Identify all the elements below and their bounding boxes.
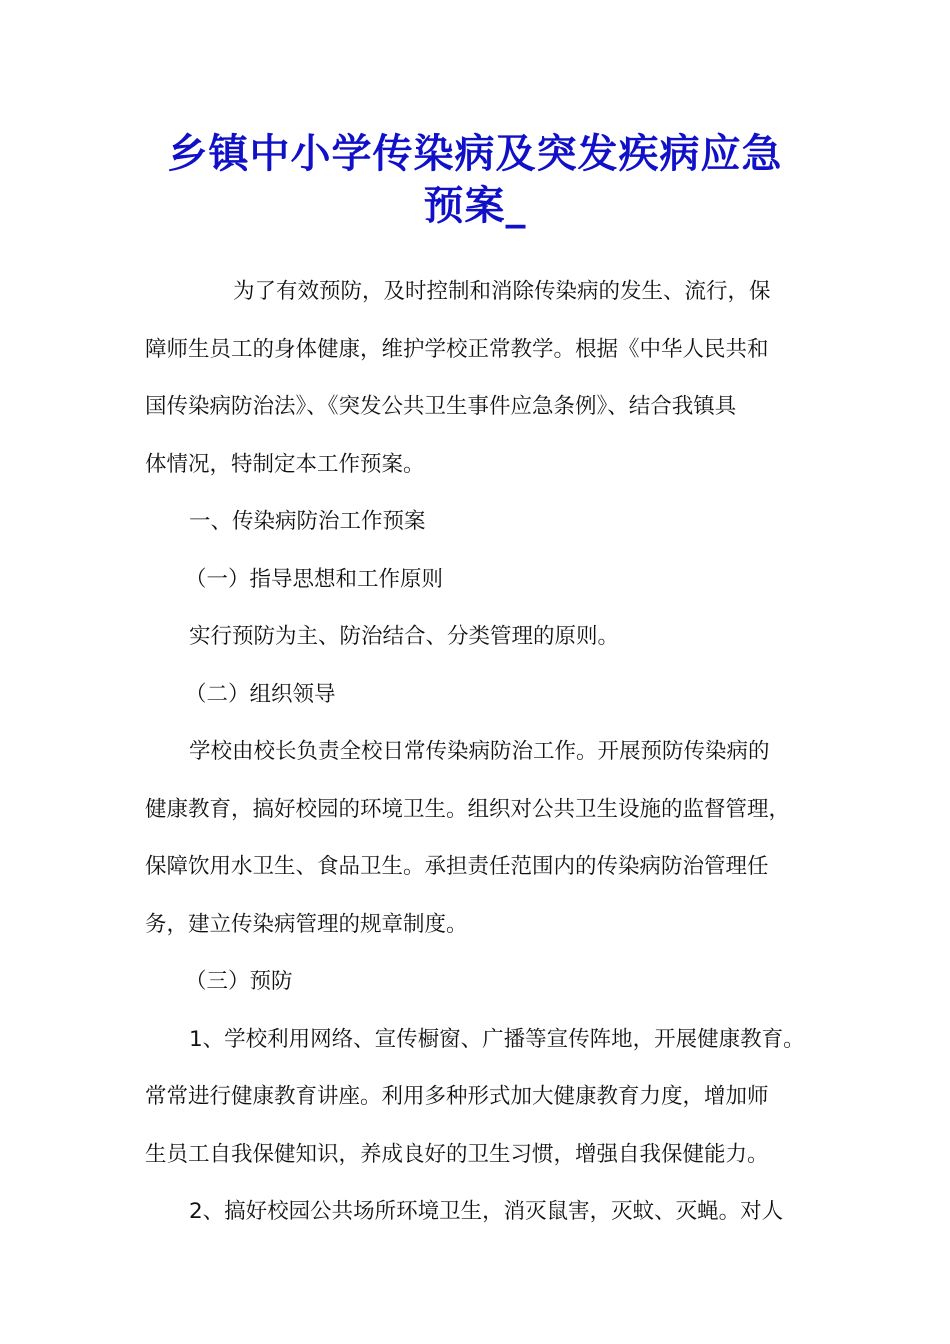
paragraph-line: 2、搞好校园公共场所环境卫生，消灭鼠害，灭蚊、灭蝇。对人 xyxy=(189,1199,784,1224)
paragraph-line: 体情况，特制定本工作预案。 xyxy=(145,451,425,477)
document-title xyxy=(120,128,830,232)
subsection-heading-1 xyxy=(145,551,808,609)
paragraph-line: 健康教育，搞好校园的环境卫生。组织对公共卫生设施的监督管理， xyxy=(145,796,791,822)
paragraph-line: 一、传染病防治工作预案 xyxy=(189,509,426,534)
paragraph-prevention-2 xyxy=(145,1183,808,1241)
paragraph-intro xyxy=(145,263,808,493)
paragraph-line: 为了有效预防，及时控制和消除传染病的发生、流行，保 xyxy=(233,279,771,304)
paragraph-line: 障师生员工的身体健康，维护学校正常教学。根据《中华人民共和 xyxy=(145,336,769,362)
paragraph-line: 学校由校长负责全校日常传染病防治工作。开展预防传染病的 xyxy=(189,739,770,764)
paragraph-line: （三）预防 xyxy=(185,969,293,994)
paragraph-line: 常常进行健康教育讲座。利用多种形式加大健康教育力度，增加师 xyxy=(145,1084,769,1109)
title-line-1: 乡镇中小学传染病及突发疾病应急 xyxy=(167,130,783,177)
paragraph-principle xyxy=(145,608,808,666)
paragraph-line: 生员工自我保健知识，养成良好的卫生习惯，增强自我保健能力。 xyxy=(145,1141,769,1167)
paragraph-prevention-1 xyxy=(145,1011,808,1184)
paragraph-line: 1、学校利用网络、宣传橱窗、广播等宣传阵地，开展健康教育。 xyxy=(189,1026,805,1052)
paragraph-line: 务，建立传染病管理的规章制度。 xyxy=(145,911,468,937)
section-heading-1 xyxy=(145,493,808,551)
paragraph-line: 国传染病防治法》、《突发公共卫生事件应急条例》、结合我镇具 xyxy=(145,394,737,419)
paragraph-line: （一）指导思想和工作原则 xyxy=(185,566,444,592)
paragraph-organization xyxy=(145,723,808,953)
paragraph-line: （二）组织领导 xyxy=(185,681,336,707)
paragraph-line: 保障饮用水卫生、食品卫生。承担责任范围内的传染病防治管理任 xyxy=(145,854,769,879)
subsection-heading-2 xyxy=(145,666,808,724)
paragraph-line: 实行预防为主、防治结合、分类管理的原则。 xyxy=(189,624,620,649)
title-line-2: 预案_ xyxy=(423,182,527,229)
document-body xyxy=(145,263,808,1241)
subsection-heading-3 xyxy=(145,953,808,1011)
